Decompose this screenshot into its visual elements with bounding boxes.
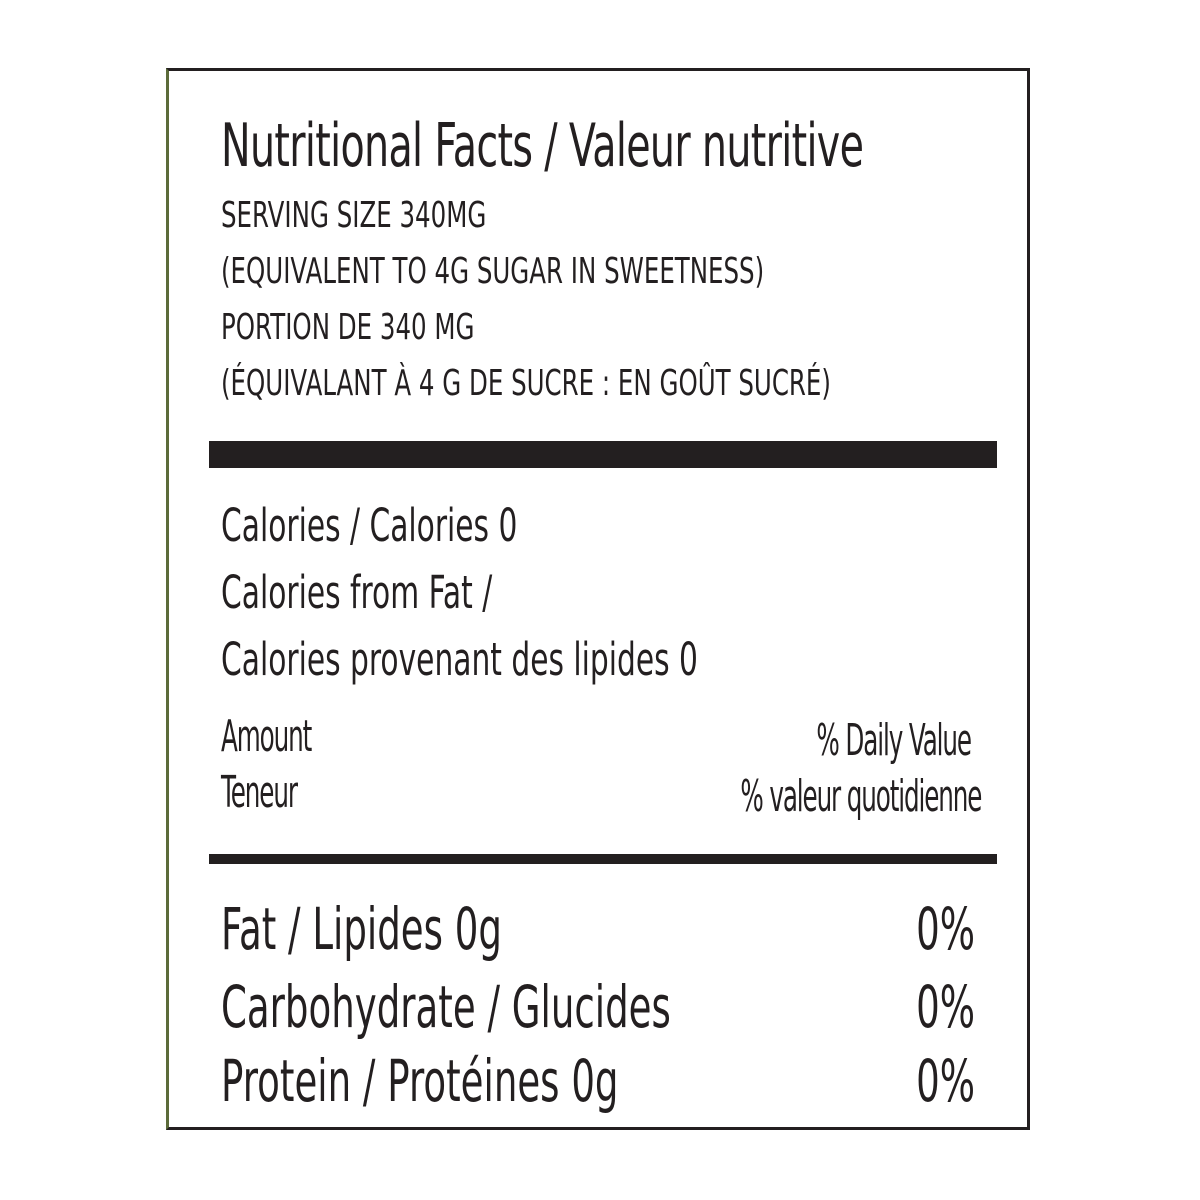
thick-divider [209,441,997,468]
nutrient-dv-fat: 0% [916,895,975,963]
calories-from-fat-line: Calories from Fat / [221,566,493,619]
nutrient-row-protein: Protein / Protéines 0g [221,1047,619,1115]
serving-size-fr: PORTION DE 340 MG [221,307,475,348]
nutrient-row-carbohydrate: Carbohydrate / Glucides [221,973,671,1041]
nutrient-dv-protein: 0% [916,1047,975,1115]
thin-divider [209,854,997,864]
nutrient-row-fat: Fat / Lipides 0g [221,895,502,963]
serving-size-en: SERVING SIZE 340MG [221,195,487,236]
nutrition-label [166,68,1030,1130]
calories-from-lipids-line: Calories provenant des lipides 0 [221,633,698,686]
amount-header-fr: Teneur [221,767,297,818]
calories-line: Calories / Calories 0 [221,499,518,552]
amount-header-en: Amount [221,711,312,762]
label-title: Nutritional Facts / Valeur nutritive [221,111,864,181]
sweetness-equivalent-en: (EQUIVALENT TO 4G SUGAR IN SWEETNESS) [221,251,765,292]
daily-value-header-fr: % valeur quotidienne [740,771,981,822]
daily-value-header-en: % Daily Value [816,715,971,766]
nutrient-dv-carbohydrate: 0% [916,973,975,1041]
sweetness-equivalent-fr: (ÉQUIVALANT À 4 G DE SUCRE : EN GOÛT SUCRÉ) [221,363,831,404]
